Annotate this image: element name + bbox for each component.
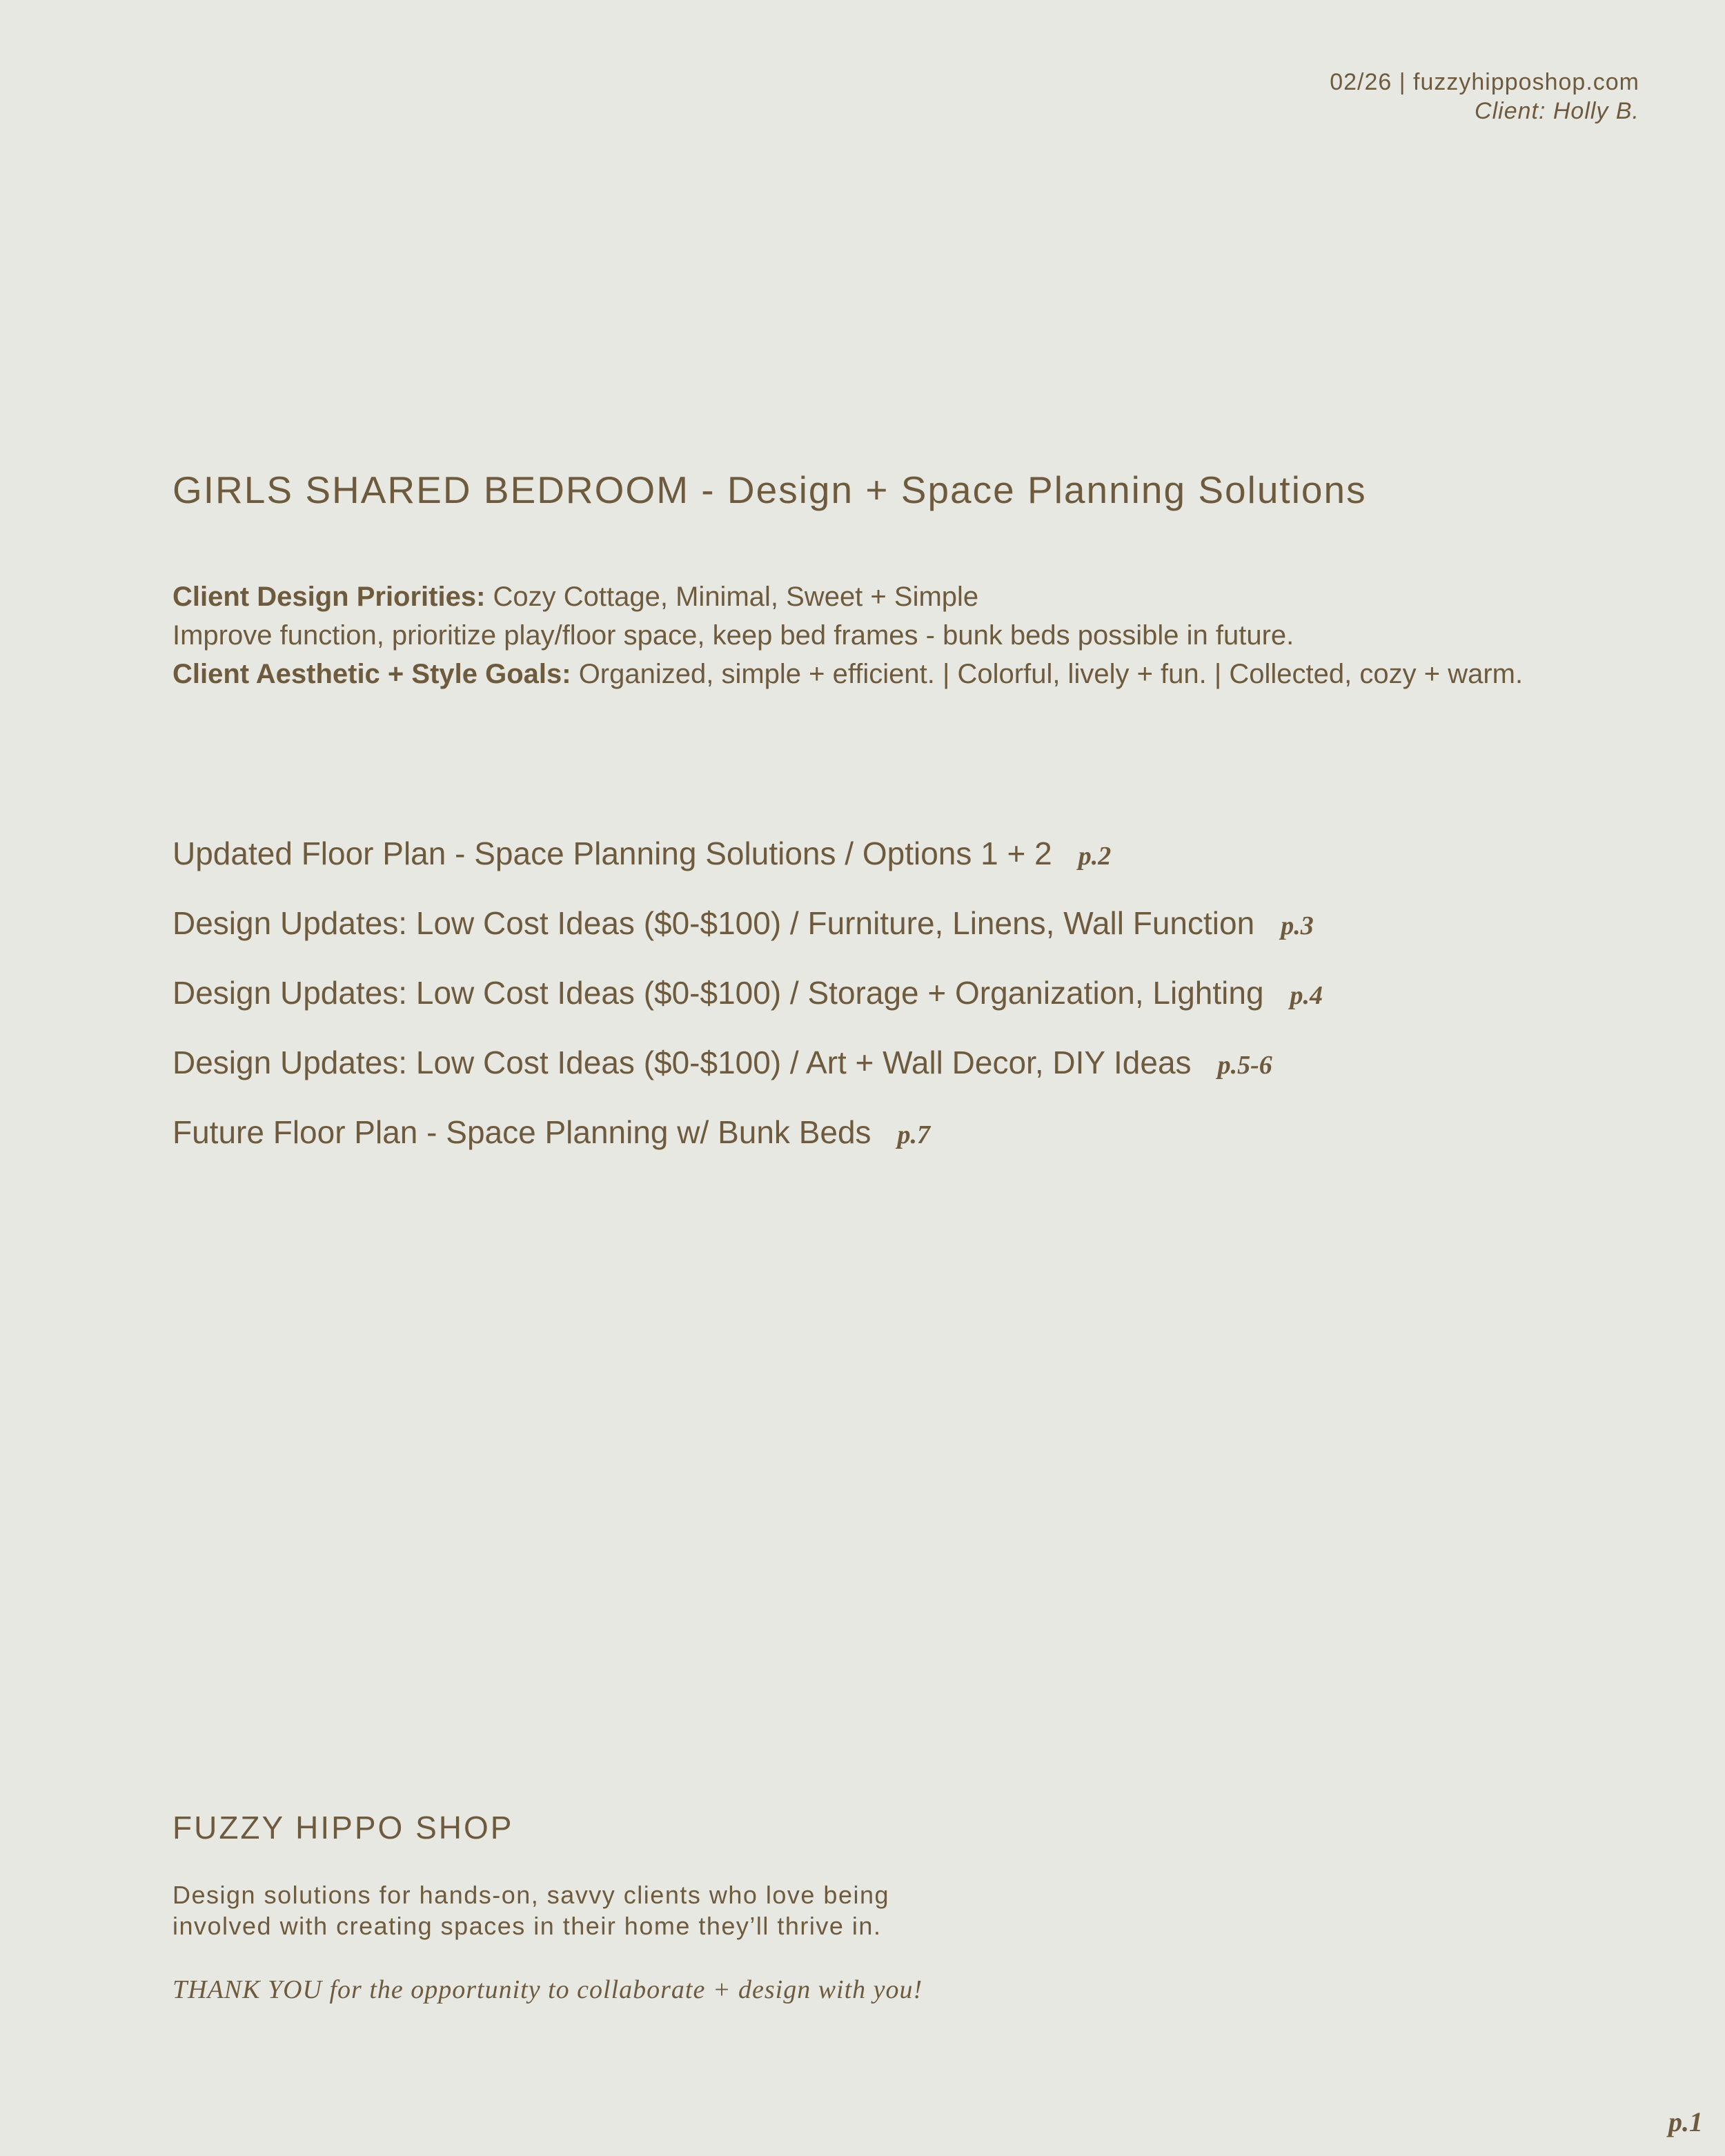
toc-item[interactable]: [172, 1114, 1323, 1183]
toc-item-label: Future Floor Plan - Space Planning w/ Bunk Beds: [172, 1114, 871, 1150]
page-title: GIRLS SHARED BEDROOM - Design + Space Planning Solutions: [172, 468, 1367, 511]
toc-item-page: p.3: [1281, 911, 1314, 940]
blurb-line-1: Design solutions for hands-on, savvy clients who love being: [172, 1881, 890, 1909]
style-goals-text: Organized, simple + efficient. | Colorful, lively + fun. | Collected, cozy + warm.: [571, 659, 1524, 689]
style-goals-label: Client Aesthetic + Style Goals:: [172, 659, 571, 689]
blurb-line-2: involved with creating spaces in their home they’ll thrive in.: [172, 1912, 882, 1940]
brand-blurb: [172, 1879, 889, 1941]
thank-you-note: THANK YOU for the opportunity to collaborate + design with you!: [172, 1975, 923, 2004]
header-meta: [1330, 68, 1639, 126]
client-priorities: [172, 577, 1523, 693]
table-of-contents: [172, 835, 1323, 1183]
toc-item-page: p.5-6: [1217, 1051, 1272, 1080]
toc-item[interactable]: [172, 904, 1323, 974]
function-goals-line: Improve function, prioritize play/floor space, keep bed frames - bunk beds possible in future.: [172, 620, 1294, 651]
toc-item-page: p.2: [1078, 842, 1112, 871]
toc-item[interactable]: [172, 835, 1323, 904]
toc-item-label: Design Updates: Low Cost Ideas ($0-$100) / Furniture, Linens, Wall Function: [172, 905, 1255, 941]
design-priorities-line: [172, 577, 1523, 616]
toc-item[interactable]: [172, 974, 1323, 1044]
toc-item-page: p.7: [897, 1120, 931, 1149]
client-name: Client: Holly B.: [1475, 98, 1639, 124]
style-goals-line: [172, 655, 1523, 693]
toc-item-label: Updated Floor Plan - Space Planning Solutions / Options 1 + 2: [172, 835, 1052, 871]
toc-item-page: p.4: [1290, 981, 1323, 1010]
page-number: p.1: [1668, 2106, 1703, 2137]
toc-item-label: Design Updates: Low Cost Ideas ($0-$100) / Storage + Organization, Lighting: [172, 975, 1264, 1011]
date-site-line: 02/26 | fuzzyhipposhop.com: [1330, 69, 1639, 95]
design-priorities-label: Client Design Priorities:: [172, 582, 486, 612]
design-priorities-text: Cozy Cottage, Minimal, Sweet + Simple: [485, 582, 979, 612]
toc-item-label: Design Updates: Low Cost Ideas ($0-$100) / Art + Wall Decor, DIY Ideas: [172, 1045, 1192, 1080]
toc-item[interactable]: [172, 1044, 1323, 1114]
brand-name: FUZZY HIPPO SHOP: [172, 1810, 514, 1846]
